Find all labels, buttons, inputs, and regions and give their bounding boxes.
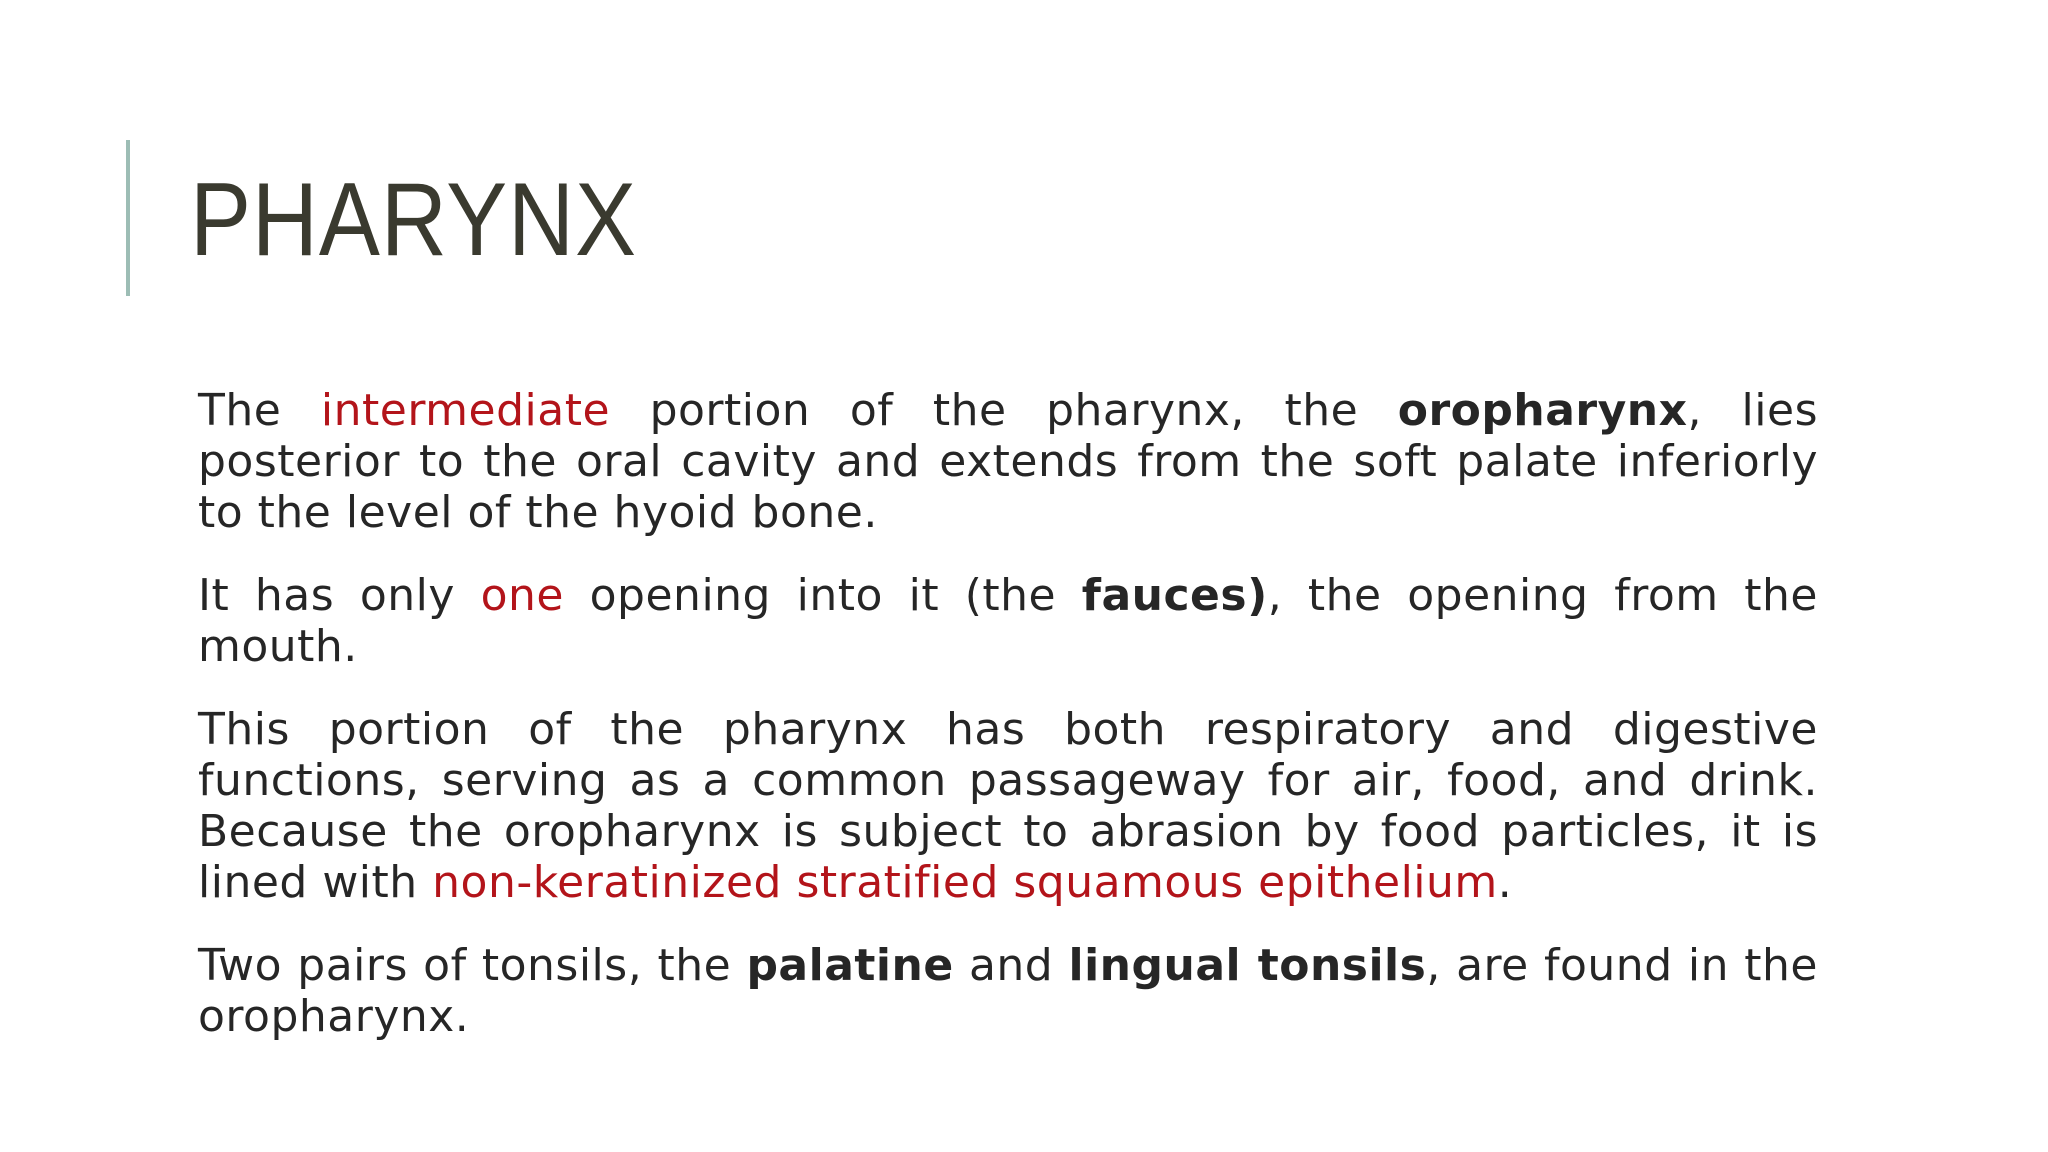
highlight-term-intermediate: intermediate [320,385,611,436]
paragraph-oropharynx-location [198,385,1818,538]
bold-term-lingual-tonsils: lingual tonsils [1068,940,1427,991]
bold-term-palatine: palatine [746,940,954,991]
paragraph-opening [198,570,1818,672]
text-run: portion of the pharynx, the [610,385,1398,436]
paragraph-functions [198,704,1818,908]
highlight-term-epithelium: non-keratinized stratified squamous epithelium [432,857,1498,908]
text-run: opening into it (the [563,570,1082,621]
text-run: . [1497,857,1513,908]
bold-term-oropharynx: oropharynx [1397,385,1688,436]
text-run: It has only [198,570,481,621]
text-run: Two pairs of tonsils, the [198,940,747,991]
text-run: , the opening from the mouth. [198,570,1819,672]
text-run: The [198,385,321,436]
text-run: , are found in the oropharynx. [198,940,1818,1042]
text-run: , lies posterior to the oral cavity and extends from the soft palate inferiorly to the level of the hyoid bone. [198,385,1818,538]
slide-title: PHARYNX [190,162,637,278]
text-run: This portion of the pharynx has both respiratory and digestive functions, serving as a common passageway for air, food, and drink. Because the oropharynx is subject to abrasion by food particles, it is lined with [198,704,1818,908]
title-accent-bar [126,140,130,296]
text-run: and [953,940,1069,991]
highlight-term-one: one [480,570,564,621]
slide-body [198,385,1818,1074]
paragraph-tonsils [198,940,1818,1042]
bold-term-fauces: fauces) [1081,570,1268,621]
